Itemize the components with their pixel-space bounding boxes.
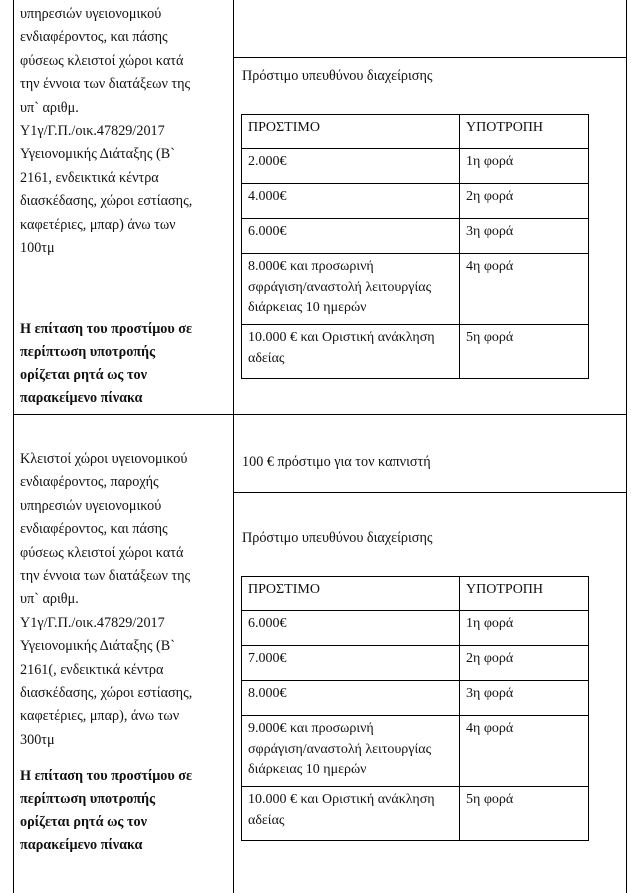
description-line: 2161, ενδεικτικά κέντρα bbox=[20, 169, 159, 186]
description-line: φύσεως κλειστοί χώροι κατά bbox=[20, 52, 184, 69]
table-row bbox=[242, 254, 589, 325]
note-line: Η επίταση του προστίμου σε bbox=[20, 321, 193, 337]
fine-text: 10.000 € και Οριστική ανάκληση bbox=[248, 792, 435, 807]
fine-cell bbox=[242, 716, 460, 787]
fine-cell bbox=[242, 325, 460, 379]
table-header-cell: ΥΠΟΤΡΟΠΗ bbox=[460, 115, 589, 149]
fine-cell bbox=[242, 149, 460, 184]
row1-manager-label: Πρόστιμο υπευθύνου διαχείρισης bbox=[242, 68, 433, 84]
row1-recurrence-note bbox=[20, 318, 230, 410]
table-header-cell: ΠΡΟΣΤΙΜΟ bbox=[242, 577, 460, 611]
recurrence-cell: 1η φορά bbox=[460, 149, 589, 184]
table-row bbox=[242, 787, 589, 841]
description-line: Κλειστοί χώροι υγειονομικού bbox=[20, 451, 188, 467]
fine-text: 10.000 € και Οριστική ανάκληση bbox=[248, 330, 435, 345]
table-header-row bbox=[242, 577, 589, 611]
recurrence-cell: 4η φορά bbox=[460, 716, 589, 787]
row1-description bbox=[20, 3, 225, 260]
fine-text: 6.000€ bbox=[248, 616, 287, 631]
table-row bbox=[242, 184, 589, 219]
row2-fines-table bbox=[241, 576, 589, 841]
fine-text: 8.000€ bbox=[248, 686, 287, 701]
description-line: ενδιαφέροντος, παροχής bbox=[20, 474, 159, 491]
description-line: Υ1γ/Γ.Π./οικ.47829/2017 bbox=[20, 614, 165, 631]
recurrence-cell: 4η φορά bbox=[460, 254, 589, 325]
table-row bbox=[242, 681, 589, 716]
note-line: Η επίταση του προστίμου σε bbox=[20, 768, 193, 784]
fine-text: 9.000€ και προσωρινή bbox=[248, 721, 374, 736]
fine-cell bbox=[242, 184, 460, 219]
recurrence-cell: 5η φορά bbox=[460, 325, 589, 379]
table-row bbox=[242, 325, 589, 379]
row-divider bbox=[13, 414, 627, 415]
fine-text: 6.000€ bbox=[248, 224, 287, 239]
recurrence-cell: 3η φορά bbox=[460, 219, 589, 254]
description-line: διασκέδασης, χώροι εστίασης, bbox=[20, 685, 193, 702]
description-line: φύσεως κλειστοί χώροι κατά bbox=[20, 544, 184, 561]
fine-cell bbox=[242, 219, 460, 254]
row2-smoker-fine: 100 € πρόστιμο για τον καπνιστή bbox=[242, 454, 431, 470]
description-line: Υγειονομικής Διάταξης (Β` bbox=[20, 146, 175, 163]
fine-text: σφράγιση/αναστολή λειτουργίας bbox=[248, 279, 432, 295]
fine-text: διάρκειας 10 ημερών bbox=[248, 300, 367, 315]
description-line: Υγειονομικής Διάταξης (Β` bbox=[20, 638, 175, 655]
table-row bbox=[242, 611, 589, 646]
description-line: 100τμ bbox=[20, 240, 55, 257]
table-row bbox=[242, 149, 589, 184]
table-header-cell: ΥΠΟΤΡΟΠΗ bbox=[460, 577, 589, 611]
fine-text: αδείας bbox=[248, 812, 285, 828]
description-line: την έννοια των διατάξεων της bbox=[20, 76, 191, 93]
recurrence-cell: 3η φορά bbox=[460, 681, 589, 716]
fine-text: 8.000€ και προσωρινή bbox=[248, 259, 374, 274]
outer-left-border bbox=[13, 0, 14, 893]
fine-text: 2.000€ bbox=[248, 154, 287, 169]
recurrence-cell: 5η φορά bbox=[460, 787, 589, 841]
description-line: Υ1γ/Γ.Π./οικ.47829/2017 bbox=[20, 123, 165, 140]
description-line: υπηρεσιών υγειονομικού bbox=[20, 6, 162, 22]
row1-right-top-divider bbox=[233, 57, 627, 58]
description-line: καφετέριες, μπαρ), άνω των bbox=[20, 708, 180, 725]
row2-description bbox=[20, 448, 225, 752]
note-line: ορίζεται ρητά ως τον bbox=[20, 367, 147, 383]
recurrence-cell: 2η φορά bbox=[460, 184, 589, 219]
fine-cell bbox=[242, 611, 460, 646]
note-line: περίπτωση υποτροπής bbox=[20, 791, 156, 807]
table-header-row bbox=[242, 115, 589, 149]
fine-text: διάρκειας 10 ημερών bbox=[248, 762, 367, 777]
note-line: περίπτωση υποτροπής bbox=[20, 344, 156, 360]
fine-cell bbox=[242, 787, 460, 841]
fine-cell bbox=[242, 681, 460, 716]
recurrence-cell: 2η φορά bbox=[460, 646, 589, 681]
outer-right-border bbox=[626, 0, 627, 893]
description-line: ενδιαφέροντος, και πάσης bbox=[20, 29, 168, 46]
description-line: καφετέριες, μπαρ) άνω των bbox=[20, 216, 176, 233]
table-row bbox=[242, 219, 589, 254]
description-line: 300τμ bbox=[20, 731, 55, 748]
row2-manager-label: Πρόστιμο υπευθύνου διαχείρισης bbox=[242, 530, 433, 546]
table-header-cell: ΠΡΟΣΤΙΜΟ bbox=[242, 115, 460, 149]
fine-text: σφράγιση/αναστολή λειτουργίας bbox=[248, 741, 432, 757]
note-line: ορίζεται ρητά ως τον bbox=[20, 814, 147, 830]
column-divider bbox=[233, 0, 234, 893]
fine-text: 7.000€ bbox=[248, 651, 287, 666]
description-line: υπ` αριθμ. bbox=[20, 591, 79, 608]
description-line: υπ` αριθμ. bbox=[20, 99, 79, 116]
description-line: ενδιαφέροντος, και πάσης bbox=[20, 521, 168, 538]
row2-recurrence-note bbox=[20, 765, 230, 857]
description-line: διασκέδασης, χώροι εστίασης, bbox=[20, 193, 193, 210]
fine-text: 4.000€ bbox=[248, 189, 287, 204]
row2-right-divider bbox=[233, 492, 627, 493]
fine-cell bbox=[242, 254, 460, 325]
description-line: υπηρεσιών υγειονομικού bbox=[20, 497, 162, 514]
fine-cell bbox=[242, 646, 460, 681]
note-line: παρακείμενο πίνακα bbox=[20, 390, 143, 406]
row1-fines-table bbox=[241, 114, 589, 379]
note-line: παρακείμενο πίνακα bbox=[20, 837, 143, 853]
fine-text: αδείας bbox=[248, 350, 285, 366]
recurrence-cell: 1η φορά bbox=[460, 611, 589, 646]
description-line: την έννοια των διατάξεων της bbox=[20, 568, 191, 585]
table-row bbox=[242, 646, 589, 681]
table-row bbox=[242, 716, 589, 787]
description-line: 2161(, ενδεικτικά κέντρα bbox=[20, 661, 164, 678]
